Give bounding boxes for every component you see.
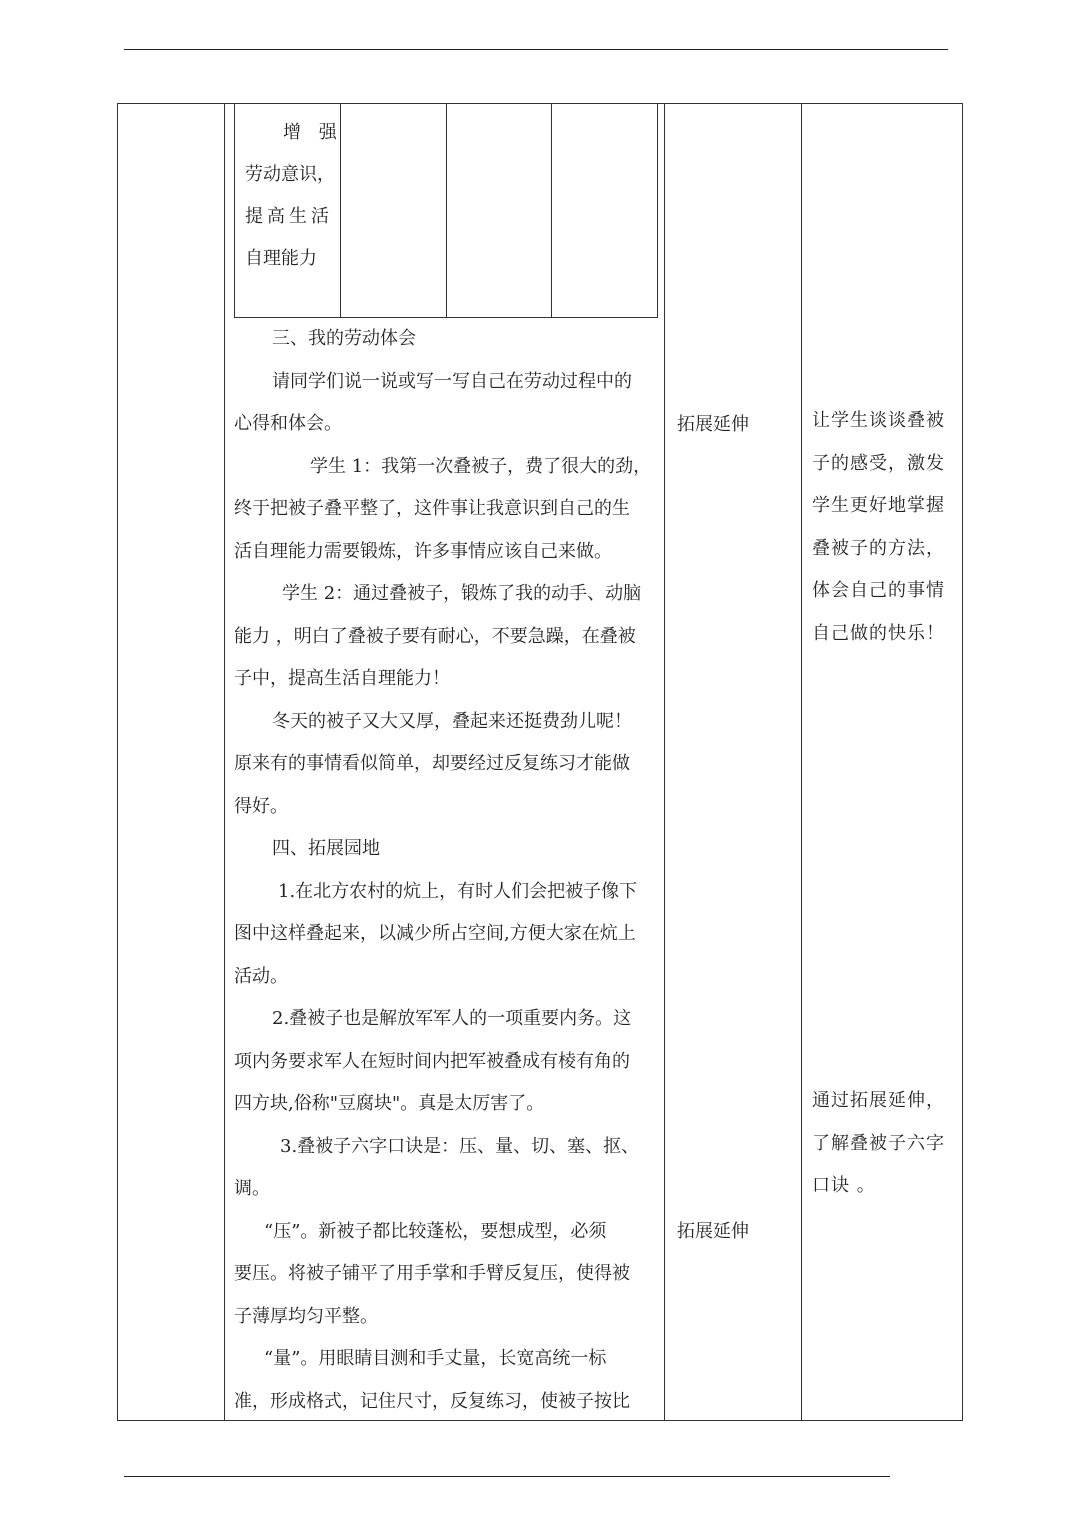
paragraph-line: 3.叠被子六字口诀是：压、量、切、塞、抠、 — [280, 1135, 640, 1157]
paragraph-line: 活动。 — [234, 965, 288, 987]
paragraph-line: 学生 1：我第一次叠被子，费了很大的劲， — [310, 455, 652, 477]
column-divider-2 — [664, 103, 665, 1421]
paragraph-line: 心得和体会。 — [234, 413, 342, 434]
paragraph-line: 原来有的事情看似简单，却要经过反复练习才能做 — [234, 753, 630, 774]
footer-rule — [124, 1476, 890, 1477]
note-line: 学生更好地掌握 — [812, 495, 945, 516]
paragraph-line: 要压。将被子铺平了用手掌和手臂反复压，使得被 — [234, 1263, 630, 1284]
note-line: 体会自己的事情 — [812, 580, 945, 601]
paragraph-line: 子中，提高生活自理能力！ — [234, 668, 450, 689]
section-heading: 三、我的劳动体会 — [272, 328, 416, 349]
paragraph-line: 子薄厚均匀平整。 — [234, 1305, 378, 1327]
paragraph-line: 调。 — [234, 1178, 270, 1199]
paragraph-line: 能力 ，明白了叠被子要有耐心，不要急躁，在叠被 — [234, 625, 636, 647]
paragraph-line: 活自理能力需要锻炼，许多事情应该自己来做。 — [234, 540, 612, 562]
paragraph-line: 请同学们说一说或写一写自己在劳动过程中的 — [272, 370, 632, 392]
design-note — [812, 400, 954, 655]
note-line: 通过拓展延伸， — [812, 1090, 945, 1111]
note-line: 口诀 。 — [812, 1175, 876, 1196]
inner-divider-3 — [551, 103, 552, 318]
paragraph-line: 学生 2：通过叠被子，锻炼了我的动手、动脑 — [282, 583, 642, 604]
goal-line: 提高生活 — [245, 206, 333, 227]
paragraph-line: “量”。用眼睛目测和手丈量，长宽高统一标 — [264, 1348, 607, 1369]
note-line: 让学生谈谈叠被 — [812, 410, 945, 431]
lesson-content — [234, 318, 658, 1423]
paragraph-line: “压”。新被子都比较蓬松，要想成型，必须 — [264, 1220, 607, 1242]
paragraph-line: 得好。 — [234, 795, 288, 817]
activity-label: 拓展延伸 — [677, 414, 749, 435]
inner-divider-2 — [446, 103, 447, 318]
paragraph-line: 1.在北方农村的炕上，有时人们会把被子像下 — [278, 880, 638, 902]
paragraph-line: 2.叠被子也是解放军军人的一项重要内务。这 — [272, 1008, 632, 1029]
paragraph-line: 项内务要求军人在短时间内把军被叠成有棱有角的 — [234, 1050, 630, 1072]
paragraph-line: 终于把被子叠平整了，这件事让我意识到自己的生 — [234, 498, 630, 519]
section-heading: 四、拓展园地 — [272, 838, 380, 859]
column-divider-1 — [224, 103, 225, 1421]
note-line: 了解叠被子六字 — [812, 1132, 945, 1154]
goal-line: 自理能力 — [245, 248, 317, 269]
goal-line: 增 强 — [283, 122, 343, 143]
note-line: 叠被子的方法， — [812, 537, 945, 559]
inner-cell-goal — [245, 112, 343, 280]
note-line: 子的感受，激发 — [812, 452, 945, 474]
paragraph-line: 图中这样叠起来，以减少所占空间,方便大家在炕上 — [234, 923, 636, 944]
header-rule — [124, 49, 948, 50]
column-divider-3 — [801, 103, 802, 1421]
paragraph-line: 冬天的被子又大又厚，叠起来还挺费劲儿呢！ — [272, 710, 632, 732]
paragraph-line: 准，形成格式，记住尺寸，反复练习，使被子按比 — [234, 1390, 630, 1412]
note-line: 自己做的快乐！ — [812, 622, 945, 644]
paragraph-line: 四方块,俗称"豆腐块"。真是太厉害了。 — [234, 1093, 545, 1114]
goal-line: 劳动意识， — [245, 164, 335, 185]
activity-label: 拓展延伸 — [677, 1221, 749, 1242]
design-note — [812, 1080, 954, 1208]
